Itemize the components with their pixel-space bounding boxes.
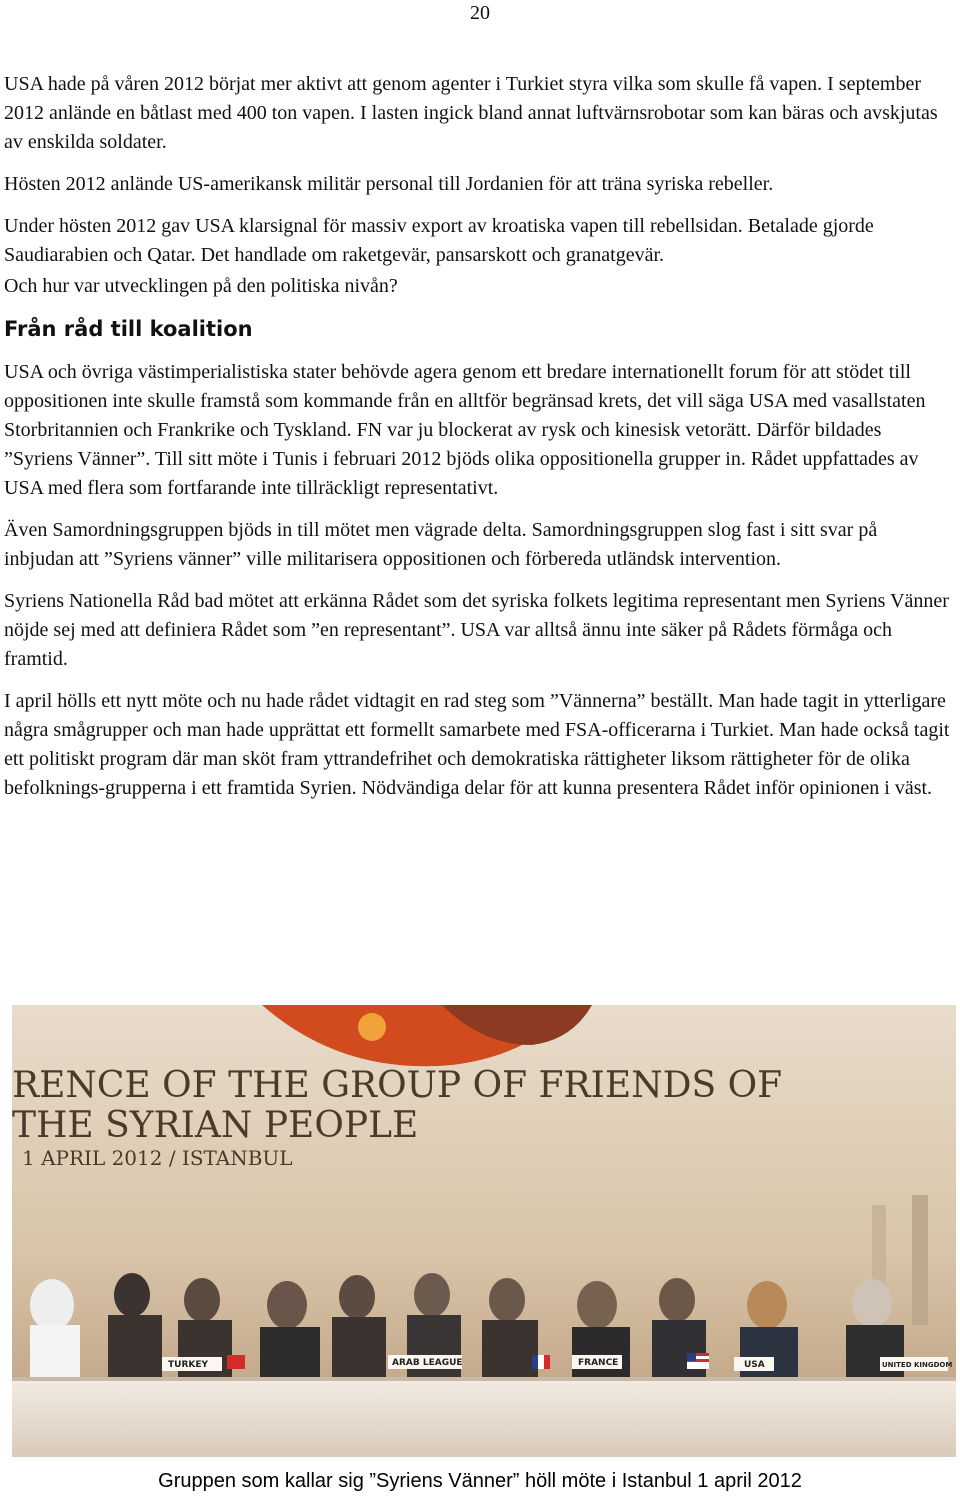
conference-photo xyxy=(12,1005,956,1457)
paragraph: Och hur var utvecklingen på den politiska nivån? xyxy=(4,275,398,297)
nameplate: TURKEY xyxy=(168,1360,209,1370)
paragraph: Även Samordningsgruppen bjöds in till mötet men vägrade delta. Samordningsgruppen slog fast i sitt svar på inbjudan att ”Syriens vänner” ville militarisera oppositionen och förbereda utländsk intervention. xyxy=(4,519,878,570)
paragraph: USA och övriga västimperialistiska stater behövde agera genom ett bredare internationellt forum för att stödet till oppositionen inte skulle framstå som kommande från en alltför begränsad krets, det vill säga USA med vasallstaten Storbritannien och Frankrike och Tyskland. FN var ju blockerat av rysk och kinesisk vetorätt. Därför bildades ”Syriens Vänner”. Till sitt möte i Tunis i februari 2012 bjöds olika oppositionella grupper in. Rådet uppfattades av USA med flera som fortfarande inte tillräckligt representativt. xyxy=(4,361,926,499)
page-number: 20 xyxy=(470,2,490,24)
nameplate: USA xyxy=(744,1360,765,1370)
nameplate: UNITED KINGDOM xyxy=(882,1361,953,1369)
paragraph: I april hölls ett nytt möte och nu hade rådet vidtagit en rad steg som ”Vännerna” beställt. Man hade tagit in ytterligare några smågrupper och man hade upprättat ett formellt samarbete med FSA-officerarna i Turkiet. Man hade också tagit ett politiskt program där man sköt fram yttrandefrihet och demokratiska rättigheter liksom rättigheter för de olika befolknings-grupperna i ett framtida Syrien. Nödvändiga delar för att kunna presentera Rådet inför opinionen i väst. xyxy=(4,690,950,799)
conference-table xyxy=(12,1377,956,1457)
paragraph: Syriens Nationella Råd bad mötet att erkänna Rådet som det syriska folkets legitima representant men Syriens Vänner nöjde sej med att definiera Rådet som ”en representant”. USA var alltså ännu inte säker på Rådets förmåga och framtid. xyxy=(4,590,949,670)
article-body xyxy=(4,70,952,816)
nameplate: FRANCE xyxy=(578,1358,619,1368)
banner-line-1: RENCE OF THE GROUP OF FRIENDS OF xyxy=(12,1065,783,1106)
paragraph: Hösten 2012 anlände US-amerikansk militär personal till Jordanien för att träna syriska rebeller. xyxy=(4,173,774,195)
banner-line-2: THE SYRIAN PEOPLE xyxy=(12,1105,419,1146)
paragraph: USA hade på våren 2012 börjat mer aktivt att genom agenter i Turkiet styra vilka som skulle få vapen. I september 2012 anlände en båtlast med 400 ton vapen. I lasten ingick bland annat luftvärnsrobotar som kan bäras och avskjutas av enskilda soldater. xyxy=(4,73,938,153)
section-heading: Från råd till koalition xyxy=(4,317,253,341)
paragraph: Under hösten 2012 gav USA klarsignal för massiv export av kroatiska vapen till rebellsidan. Betalade gjorde Saudiarabien och Qatar. Det handlade om raketgevär, pansarskott och granatgevär. xyxy=(4,215,874,266)
photo-caption: Gruppen som kallar sig ”Syriens Vänner” höll möte i Istanbul 1 april 2012 xyxy=(158,1470,802,1492)
banner-line-3: 1 APRIL 2012 / ISTANBUL xyxy=(22,1146,293,1170)
nameplate: ARAB LEAGUE xyxy=(392,1358,463,1368)
